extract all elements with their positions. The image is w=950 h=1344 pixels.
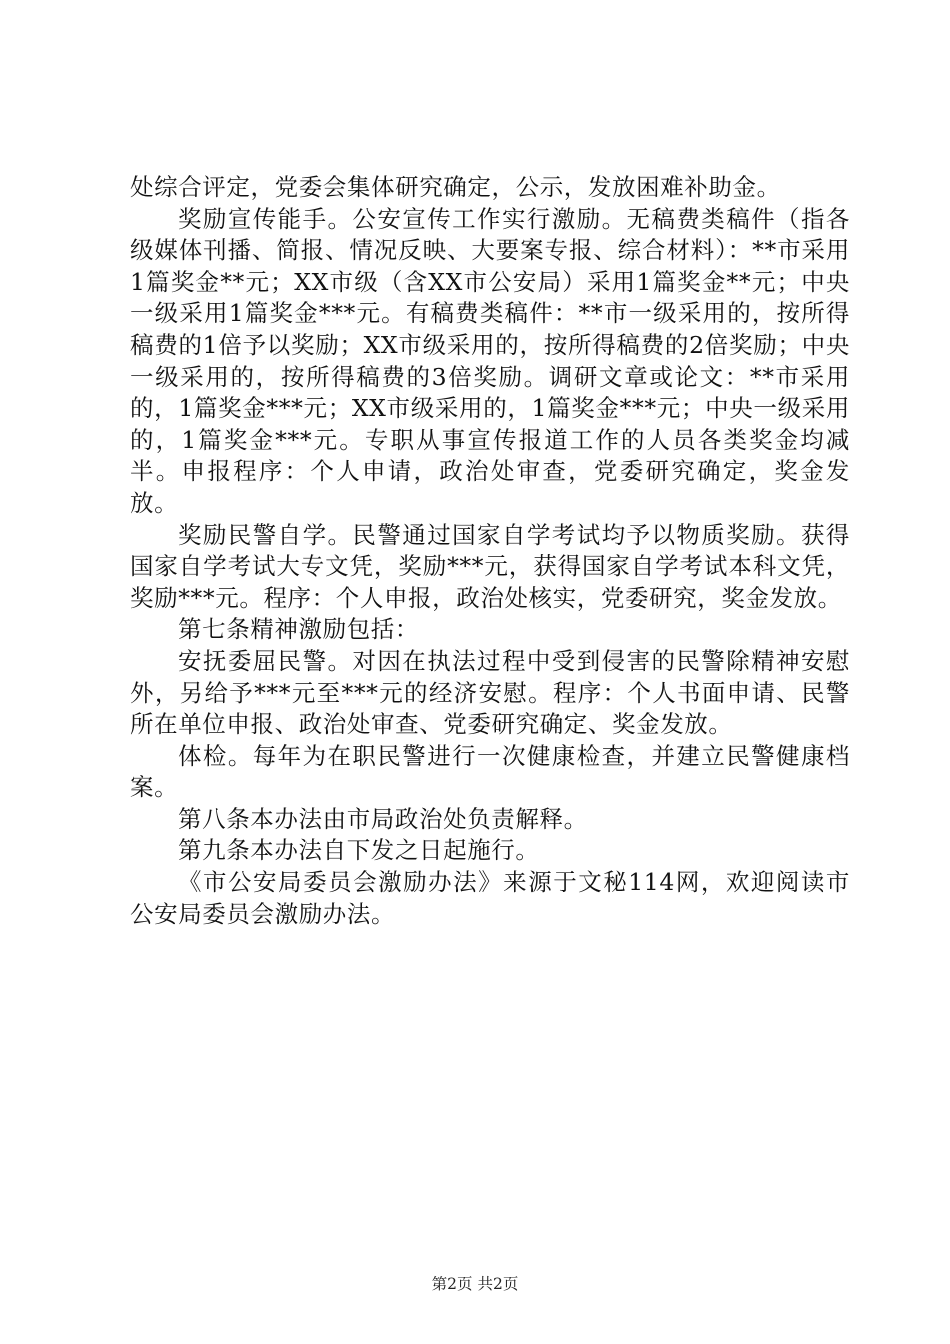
paragraph-comfort-police: 安抚委屈民警。对因在执法过程中受到侵害的民警除精神安慰外，另给予***元至***元的经济安慰。程序：个人书面申请、民警所在单位申报、政治处审查、党委研究确定、奖金发放。 [130,646,850,739]
paragraph-health-check: 体检。每年为在职民警进行一次健康检查，并建立民警健康档案。 [130,741,850,802]
paragraph-article-8: 第八条本办法由市局政治处负责解释。 [178,804,588,833]
document-body [130,172,850,930]
paragraph-article-7: 第七条精神激励包括： [178,615,419,644]
paragraph-source-note: 《市公安局委员会激励办法》来源于文秘114网，欢迎阅读市公安局委员会激励办法。 [130,868,850,928]
paragraph-continuation: 处综合评定，党委会集体研究确定，公示，发放困难补助金。 [130,173,781,201]
page-number: 第2页 共2页 [431,1275,519,1293]
paragraph-self-study-award: 奖励民警自学。民警通过国家自学考试均予以物质奖励。获得国家自学考试大专文凭，奖励***元，获得国家自学考试本科文凭，奖励***元。程序：个人申报，政治处核实，党委研究，奖金发放。 [130,520,850,612]
paragraph-publicity-award: 奖励宣传能手。公安宣传工作实行激励。无稿费类稿件（指各级媒体刊播、简报、情况反映、大要案专报、综合材料）：**市采用1篇奖金**元；XX市级（含XX市公安局）采用1篇奖金**元；中央一级采用1篇奖金***元。有稿费类稿件：**市一级采用的，按所得稿费的1倍予以奖励；XX市级采用的，按所得稿费的2倍奖励；中央一级采用的，按所得稿费的3倍奖励。调研文章或论文：**市采用的，1篇奖金***元；XX市级采用的，1篇奖金***元；中央一级采用的，1篇奖金***元。专职从事宣传报道工作的人员各类奖金均减半。申报程序：个人申请，政治处审查，党委研究确定，奖金发放。 [130,204,850,517]
paragraph-article-9: 第九条本办法自下发之日起施行。 [178,836,540,865]
